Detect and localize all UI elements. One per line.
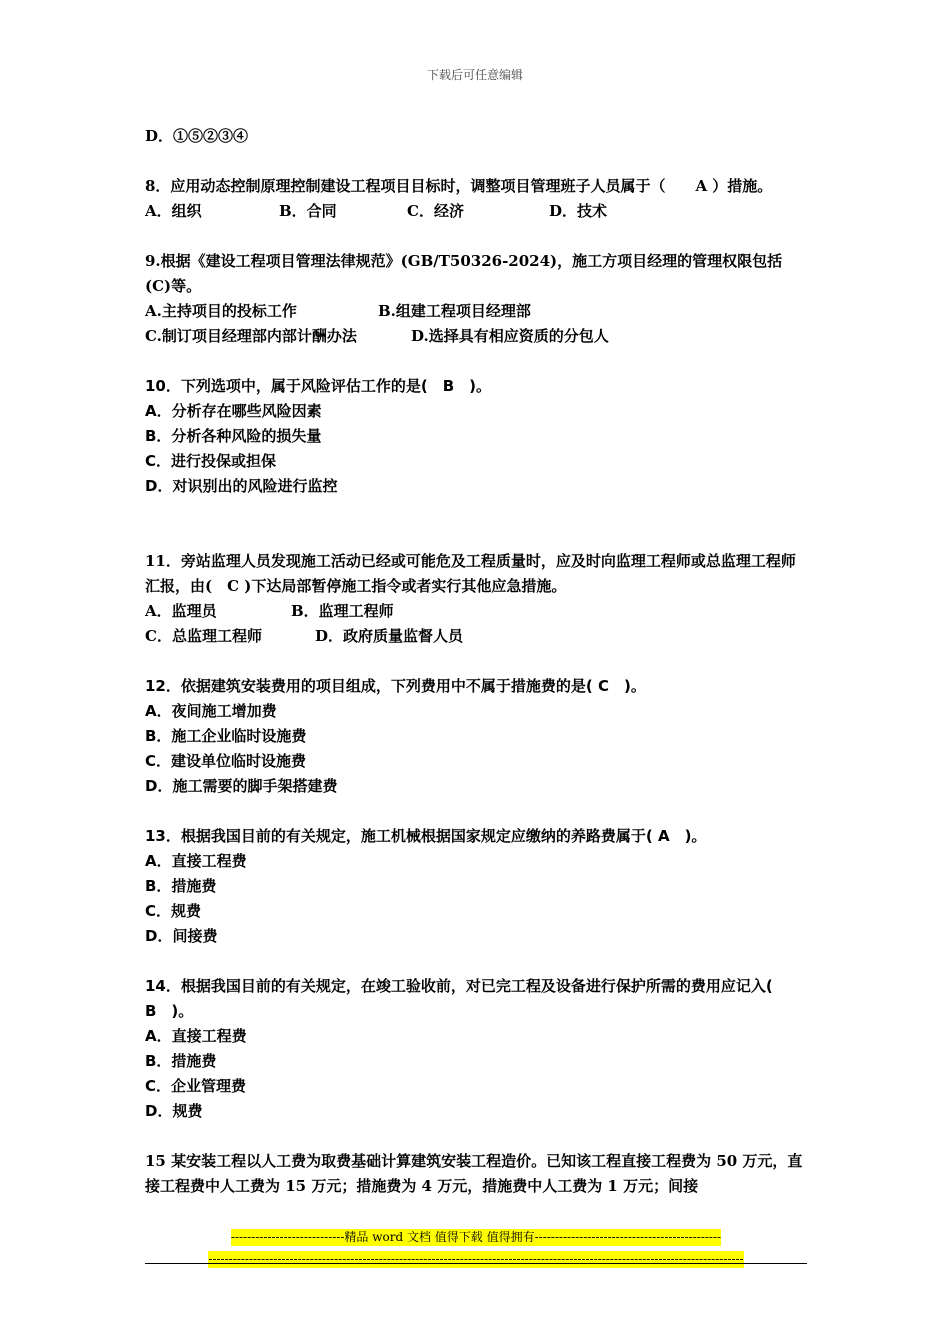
question-13 bbox=[145, 824, 807, 949]
question-11 bbox=[145, 549, 807, 649]
q11-stem: 11．旁站监理人员发现施工活动已经或可能危及工程质量时，应及时向监理工程师或总监理工程师汇报，由( C )下达局部暂停施工指令或者实行其他应急措施。 bbox=[145, 552, 796, 595]
q13-stem: 13．根据我国目前的有关规定，施工机械根据国家规定应缴纳的养路费属于( A )。 bbox=[145, 827, 707, 845]
promo-line-2: ------------------------------------------------------------------------------------------------------------------------------------ bbox=[208, 1252, 744, 1266]
q9-stem: 9.根据《建设工程项目管理法律规范》(GB/T50326-2024)，施工方项目经理的管理权限包括(C)等。 bbox=[145, 252, 783, 295]
q14-stem: 14．根据我国目前的有关规定，在竣工验收前，对已完工程及设备进行保护所需的费用应记入( B )。 bbox=[145, 977, 788, 1020]
document-body bbox=[145, 124, 807, 1199]
q8-option-d: D．技术 bbox=[549, 202, 608, 220]
q7-option-d: D．①⑤②③④ bbox=[145, 127, 249, 145]
q12-stem: 12．依据建筑安装费用的项目组成，下列费用中不属于措施费的是( C )。 bbox=[145, 677, 646, 695]
q13-option-b: B．措施费 bbox=[145, 877, 217, 895]
q14-option-c: C．企业管理费 bbox=[145, 1077, 247, 1095]
question-15 bbox=[145, 1149, 807, 1199]
q10-option-a: A．分析存在哪些风险因素 bbox=[145, 402, 322, 420]
question-12 bbox=[145, 674, 807, 799]
q9-options-row2 bbox=[145, 324, 807, 349]
q9-option-c: C.制订项目经理部内部计酬办法 bbox=[145, 327, 357, 345]
q14-option-a: A．直接工程费 bbox=[145, 1027, 247, 1045]
q13-option-a: A．直接工程费 bbox=[145, 852, 247, 870]
q8-option-b: B．合同 bbox=[279, 202, 337, 220]
question-8 bbox=[145, 174, 807, 224]
q8-option-a: A．组织 bbox=[145, 202, 202, 220]
q8-options bbox=[145, 199, 807, 224]
question-9 bbox=[145, 249, 807, 349]
q9-options-row1 bbox=[145, 299, 807, 324]
q9-option-d: D.选择具有相应资质的分包人 bbox=[411, 327, 609, 345]
promo-footer bbox=[145, 1229, 807, 1273]
q13-option-d: D．间接费 bbox=[145, 927, 218, 945]
q12-option-c: C．建设单位临时设施费 bbox=[145, 752, 307, 770]
q11-option-b: B．监理工程师 bbox=[291, 602, 394, 620]
question-14 bbox=[145, 974, 807, 1124]
footer-divider bbox=[145, 1263, 807, 1264]
q9-option-a: A.主持项目的投标工作 bbox=[145, 302, 297, 320]
q12-option-b: B．施工企业临时设施费 bbox=[145, 727, 307, 745]
q12-option-d: D．施工需要的脚手架搭建费 bbox=[145, 777, 338, 795]
q10-option-d: D．对识别出的风险进行监控 bbox=[145, 477, 338, 495]
q11-options-row1 bbox=[145, 599, 807, 624]
q10-stem: 10．下列选项中，属于风险评估工作的是( B )。 bbox=[145, 377, 492, 395]
q11-options-row2 bbox=[145, 624, 807, 649]
q8-stem: 8．应用动态控制原理控制建设工程项目目标时，调整项目管理班子人员属于（ A ）措施。 bbox=[145, 177, 773, 195]
promo-line-1: ----------------------------精品 word 文档 值得下载 值得拥有---------------------------------------------- bbox=[230, 1230, 722, 1244]
q15-stem: 15 某安装工程以人工费为取费基础计算建筑安装工程造价。已知该工程直接工程费为 50 万元，直接工程费中人工费为 15 万元；措施费为 4 万元，措施费中人工费为 1 万元；间接 bbox=[145, 1152, 803, 1195]
question-10 bbox=[145, 374, 807, 499]
q13-option-c: C．规费 bbox=[145, 902, 202, 920]
q10-option-c: C．进行投保或担保 bbox=[145, 452, 277, 470]
q11-option-d: D．政府质量监督人员 bbox=[315, 627, 464, 645]
q10-option-b: B．分析各种风险的损失量 bbox=[145, 427, 322, 445]
q14-option-b: B．措施费 bbox=[145, 1052, 217, 1070]
page-header: 下载后可任意编辑 bbox=[426, 68, 523, 82]
q11-option-c: C．总监理工程师 bbox=[145, 627, 262, 645]
q8-option-c: C．经济 bbox=[407, 202, 464, 220]
q9-option-b: B.组建工程项目经理部 bbox=[378, 302, 531, 320]
q14-option-d: D．规费 bbox=[145, 1102, 203, 1120]
q12-option-a: A．夜间施工增加费 bbox=[145, 702, 277, 720]
q11-option-a: A．监理员 bbox=[145, 602, 217, 620]
